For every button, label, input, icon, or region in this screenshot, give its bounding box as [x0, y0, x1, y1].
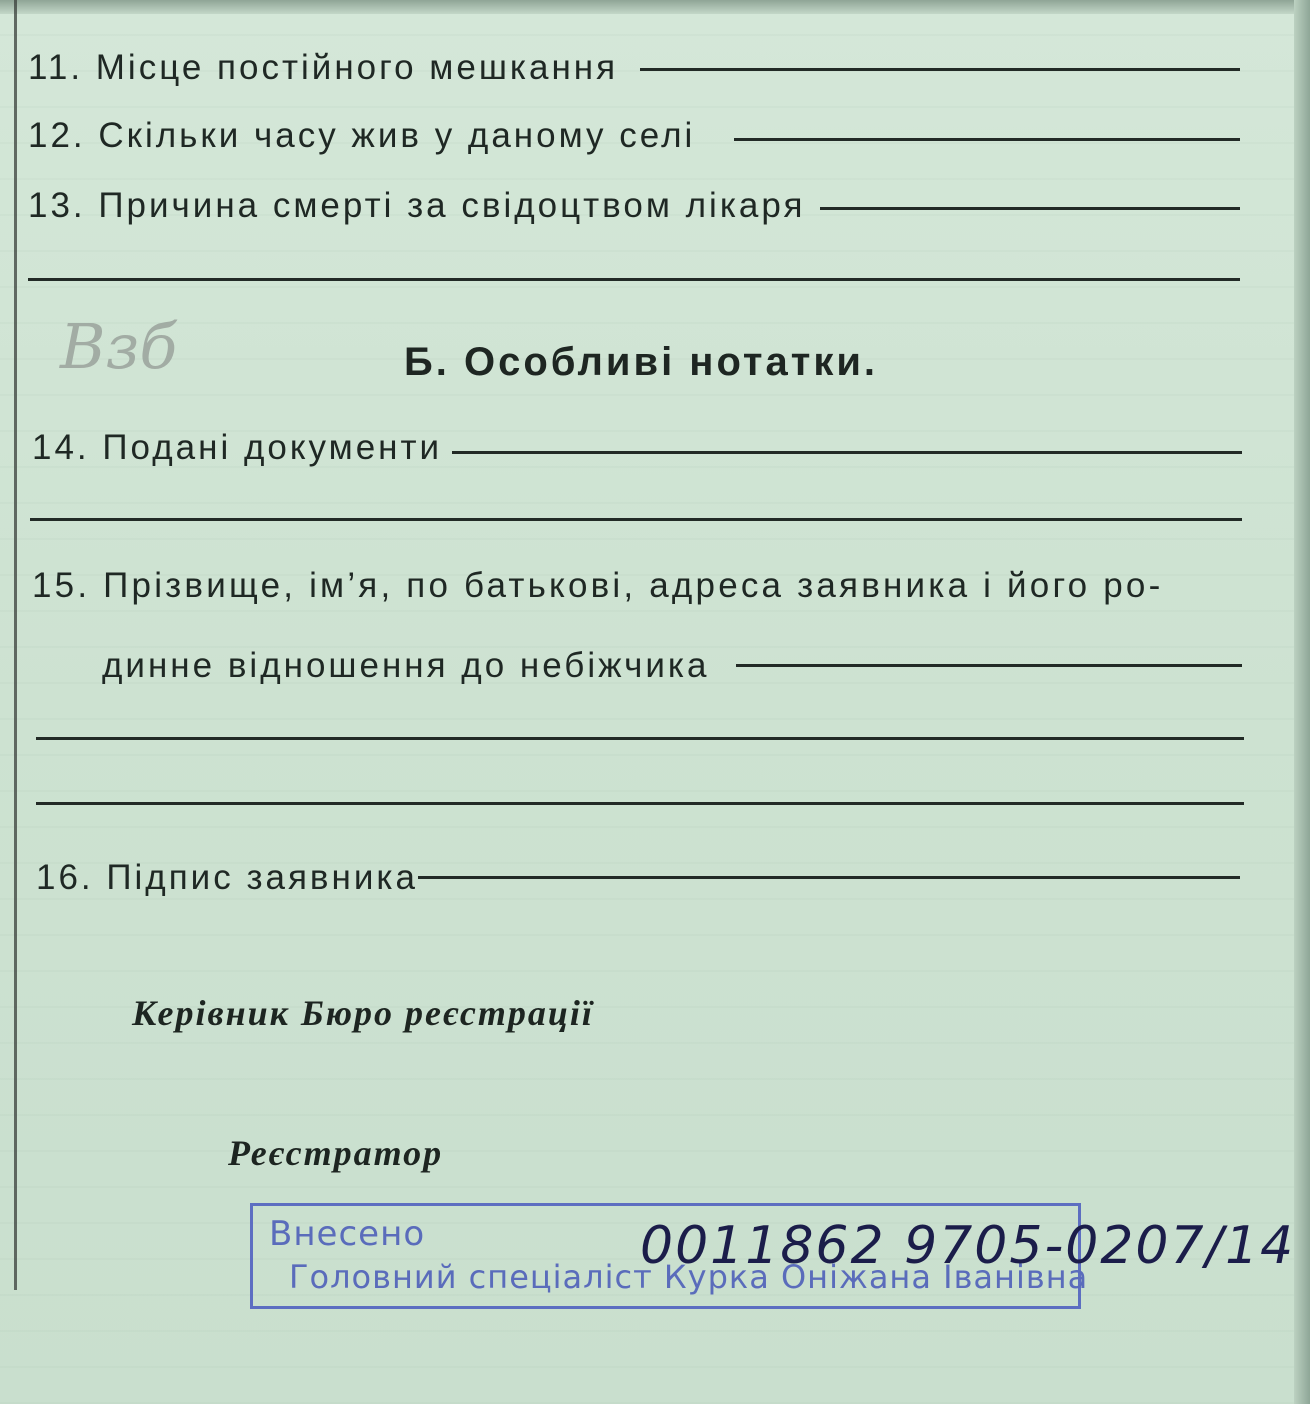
- item-15-label-line2: динне відношення до небіжчика: [102, 646, 710, 685]
- item-13-fill-line: [820, 207, 1240, 210]
- item-15-label-line1: 15. Прізвище, ім’я, по батькові, адреса заявника і його ро-: [32, 566, 1164, 605]
- item-12-label: 12. Скільки часу жив у даному селі: [28, 116, 696, 155]
- stamp-line-2: Головний спеціаліст Курка Оніжана Іванівна: [289, 1258, 1089, 1296]
- page-right-edge: [1294, 0, 1310, 1404]
- item-15-extra-line-1: [36, 737, 1244, 740]
- item-15-extra-line-2: [36, 802, 1244, 805]
- item-11-label: 11. Місце постійного мешкання: [28, 48, 619, 87]
- handwritten-record-number: 0011862 9705-0207/14: [640, 1216, 1296, 1276]
- stamp-line-1: Внесено: [269, 1214, 426, 1254]
- item-13-extra-line: [28, 278, 1240, 281]
- item-13-label: 13. Причина смерті за свідоцтвом лікаря: [28, 186, 806, 225]
- head-of-registry-label: Керівник Бюро реєстрації: [132, 993, 594, 1033]
- registrar-label: Реєстратор: [228, 1133, 444, 1173]
- section-b-title: Б. Особливі нотатки.: [404, 340, 879, 384]
- item-14-fill-line: [452, 451, 1242, 454]
- left-margin-rule: [14, 0, 17, 1290]
- item-16-label: 16. Підпис заявника: [36, 858, 418, 897]
- item-16-signature-line: [418, 876, 1240, 879]
- item-15-fill-line: [736, 664, 1242, 667]
- item-14-label: 14. Подані документи: [32, 428, 443, 467]
- item-14-extra-line: [30, 518, 1242, 521]
- page-top-edge: [0, 0, 1310, 14]
- item-12-fill-line: [734, 138, 1240, 141]
- item-11-fill-line: [640, 68, 1240, 71]
- pencil-mark: Взб: [60, 310, 178, 383]
